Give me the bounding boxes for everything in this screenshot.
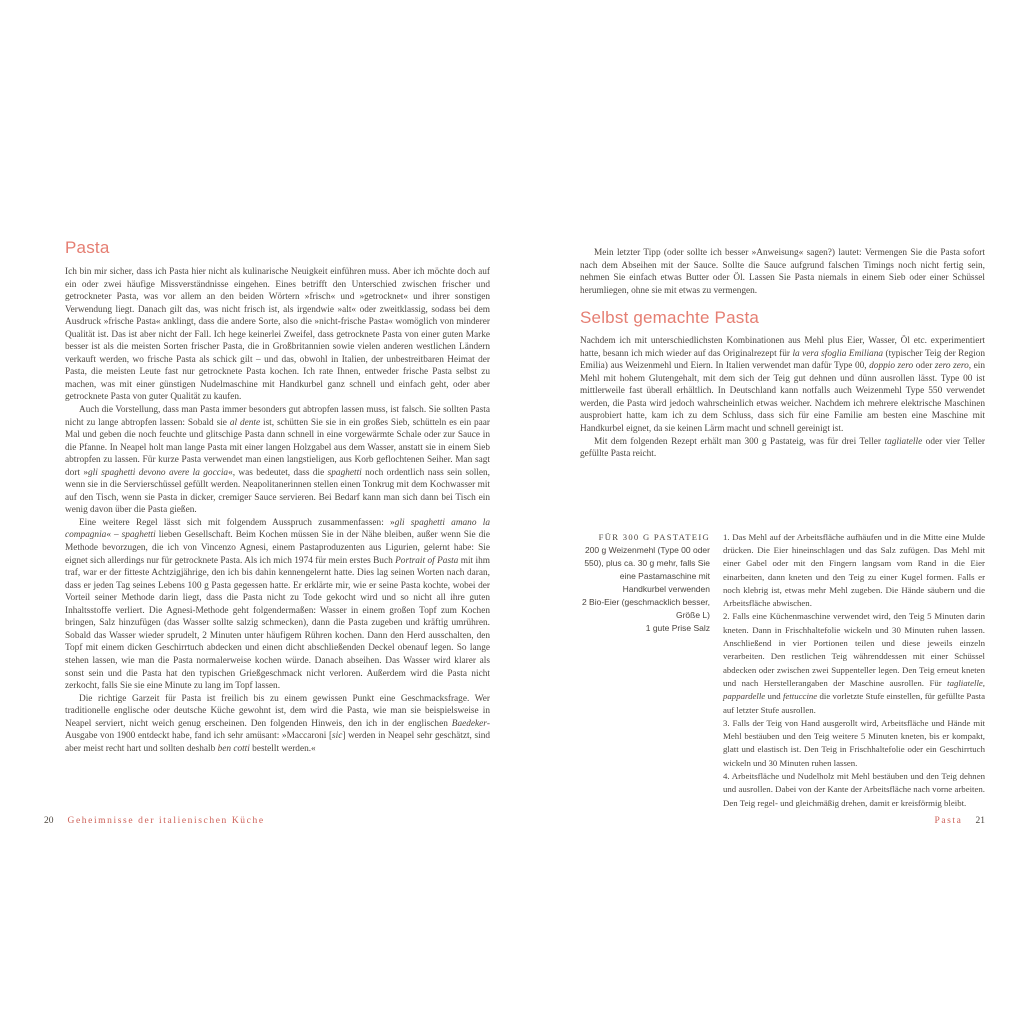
ingredient-item: 2 Bio-Eier (geschmacklich besser, Größe L) <box>581 596 710 620</box>
recipe-block <box>580 531 985 810</box>
ingredients-list <box>580 544 710 635</box>
body-paragraph: Mein letzter Tipp (oder sollte ich besser »Anweisung« sagen?) lautet: Vermengen Sie die Pasta sofort nach dem Abseihen mit der Sauce. Sollte die Sauce aufgrund falschen Timings noch nicht fertig sein, nehmen Sie einfach etwas Butter oder Öl. Lassen Sie Pasta niemals in einem Sieb oder einer Schüssel herumliegen, ohne sie mit etwas zu vermengen. <box>580 248 985 296</box>
instructions-column <box>723 531 985 810</box>
body-paragraph: Nachdem ich mit unterschiedlichsten Kombinationen aus Mehl plus Eier, Wasser, Öl etc. experimentiert hatte, besann ich mich wieder auf das Originalrezept für la vera sfoglia Emiliana (typischer Teig der Region Emilia) aus Weizenmehl und Eiern. In Italien verwendet man dafür Type 00, doppio zero oder zero zero, ein Mehl mit hohem Glutengehalt, mit dem sich der Teig gut dehnen und dünn ausrollen lässt. Type 00 ist mittlerweile fast überall erhältlich. In Deutschland kann notfalls auch Weizenmehl Type 550 verwendet werden, die Pasta wird jedoch wahrscheinlich etwas weicher. Nachdem ich mehrere elektrische Maschinen ausprobiert hatte, kam ich zu dem Schluss, dass sich für eine Familie am besten eine Maschine mit Handkurbel eignet, da sie keinen Lärm macht und schnell gereinigt ist. <box>580 336 986 435</box>
right-body-text <box>580 335 985 460</box>
right-page-number: 21 <box>975 816 985 826</box>
left-page-footer <box>44 815 265 827</box>
left-running-title: Geheimnisse der italienischen Küche <box>67 816 265 826</box>
chapter-heading-pasta: Pasta <box>65 238 110 257</box>
ingredients-column <box>580 531 710 810</box>
right-intro-text <box>580 247 985 297</box>
recipe-step: 3. Falls der Teig von Hand ausgerollt wird, Arbeitsfläche und Hände mit Mehl bestäuben und den Teig weitere 5 Minuten kneten, bis er kompakt, glatt und elastisch ist. Den Teig in Frischhaltefolie oder ein Geschirrtuch wickeln und 30 Minuten ruhen lassen. <box>723 717 985 768</box>
recipe-step: 2. Falls eine Küchenmaschine verwendet wird, den Teig 5 Minuten darin kneten. Dann in Frischhaltefolie wickeln und 30 Minuten ruhen lassen. Anschließend in vier Portionen teilen und diese jeweils einzeln verarbeiten. Den restlichen Teig währenddessen mit einer Schüssel abdecken oder zwischen zwei Suppenteller legen. Den Teig erneut kneten und nach Herstellerangaben der Maschine ausrollen. Für tagliatelle, pappardelle und fettuccine die vorletzte Stufe einstellen, für gefüllte Pasta auf letzter Stufe ausrollen. <box>723 611 986 715</box>
ingredient-item: 200 g Weizenmehl (Type 00 oder 550), plus ca. 30 g mehr, falls Sie eine Pastamaschine mit Handkurbel verwenden <box>584 544 710 594</box>
body-paragraph: Mit dem folgenden Rezept erhält man 300 g Pastateig, was für drei Teller tagliatelle oder vier Teller gefüllte Pasta reicht. <box>580 436 986 460</box>
body-paragraph: Ich bin mir sicher, dass ich Pasta hier nicht als kulinarische Neuigkeit einführen muss. Aber ich möchte doch auf ein oder zwei häufige Missverständnisse eingehen. Eines betrifft den Unterschied zwischen frischer und getrockneter Pasta, was vor allem an den beiden Wörtern »frisch« und »getrocknet« und ihrer sonstigen Verwendung liegt. Danach gilt das, was nicht frisch ist, als irgendwie »alt« oder zweitklassig, sodass bei dem Ausdruck »frische Pasta« anklingt, dass die andere Sorte, also die »nicht-frische Pasta« womöglich von minderer Qualität ist. Das ist aber nicht der Fall. Ich hege keinerlei Zweifel, dass getrocknete Pasta von einer guten Marke besser ist als die meisten Sorten frischer Pasta, die in Großbritannien sowie vielen anderen westlichen Ländern verkauft werden, wo frische Pasta als schick gilt – und das, obwohl in Italien, der unbestreitbaren Heimat der Pasta, die meisten Leute fast nur getrocknete Pasta kochen. Ich rate Ihnen, entweder frische Pasta selbst zu machen, was mit einer günstigen Nudelmaschine mit Handkurbel ganz schnell und einfach geht, oder aber getrocknete Pasta von guter Qualität zu kaufen. <box>65 267 490 403</box>
left-body-text <box>65 266 490 755</box>
page-right <box>580 247 985 810</box>
body-paragraph: Eine weitere Regel lässt sich mit folgendem Ausspruch zusammenfassen: »gli spaghetti amano la compagnia« – spaghetti lieben Gesellschaft. Beim Kochen müssen Sie in der Nähe bleiben, außer wenn Sie die Methode bevorzugen, die ich von Vincenzo Agnesi, einem Pastaproduzenten aus Ligurien, gelernt habe: Sie eignet sich allerdings nur für getrocknete Pasta. Als ich mich 1974 für mein erstes Buch Portrait of Pasta mit ihm traf, war er der fitteste Achtzigjährige, den ich bis dahin kennengelernt hatte. Dies lag seinen Worten nach daran, dass er jeden Tag seines Lebens 100 g Pasta gegessen hatte. Er erklärte mir, wie er seine Pasta kochte, wobei der Vorteil seiner Methode darin liegt, dass die Pasta nicht zu Tode gekocht wird und so nicht all ihre guten Inhaltsstoffe verliert. Die Agnesi-Methode geht folgendermaßen: Wasser in einem großen Topf zum Kochen bringen, Salz hinzufügen (das Wasser sollte salzig schmecken), dann die Pasta zugeben und kräftig umrühren. Sobald das Wasser wieder sprudelt, 2 Minuten unter häufigem Rühren kochen. Dann den Herd ausschalten, den Topf mit einem dicken Geschirrtuch abdecken und einen dicht abschließenden Deckel obenauf legen. So lange stehen lassen, wie man die Pasta normalerweise kochen würde. Danach abseihen. Das Wasser wird klarer als sonst sein und die Pasta hat den typischen Grießgeschmack nicht verloren. Außerdem wird die Pasta nicht zerkocht, falls Sie sie eine Minute zu lang im Topf lassen. <box>65 517 491 692</box>
recipe-step: 1. Das Mehl auf der Arbeitsfläche aufhäufen und in die Mitte eine Mulde drücken. Die Eier hineinschlagen und das Salz zufügen. Das Mehl mit einer Gabel oder mit den Fingern langsam vom Rand in die Eier einarbeiten, dann kneten und den Teig zu einer Kugel formen. Falls er noch klebrig ist, etwas mehr Mehl zugeben. Die Hände säubern und die Arbeitsfläche abwischen. <box>723 531 985 609</box>
right-page-footer <box>934 815 985 827</box>
right-running-title: Pasta <box>934 816 963 826</box>
body-paragraph: Auch die Vorstellung, dass man Pasta immer besonders gut abtropfen lassen muss, ist falsch. Sie sollten Pasta nicht zu lange abtropfen lassen: Sobald sie al dente ist, schütten Sie sie in ein großes Sieb, schütteln es ein paar Mal und geben die noch feuchte und glitschige Pasta dann schnell in eine vorgewärmte Schale oder zur Sauce in die Pfanne. In Neapel holt man lange Pasta mit einer langen Holzgabel aus dem Wasser, anstatt sie in einem Sieb abtropfen zu lassen. Für kurze Pasta verwendet man einen langstieligen, aus Korb geflochtenen Seiher. Man sagt dort »gli spaghetti devono avere la goccia«, was bedeutet, dass die spaghetti noch ordentlich nass sein sollen, wenn sie in die Servierschüssel gefüllt werden. Neapolitanerinnen stellen einen Tonkrug mit dem Kochwasser mit auf den Tisch, wenn sie Pasta in dicker, cremiger Sauce servieren. Bei Bedarf kann man sich dann bei Tisch ein wenig davon über die Pasta gießen. <box>65 405 490 516</box>
page-left <box>65 238 490 755</box>
section-heading-selbst-gemachte-pasta: Selbst gemachte Pasta <box>580 308 760 328</box>
body-paragraph: Die richtige Garzeit für Pasta ist freilich bis zu einem gewissen Punkt eine Geschmacksfrage. Wer traditionelle englische oder deutsche Küche gewohnt ist, dem wird die Pasta, wie man sie beispielsweise in Neapel serviert, nicht weich genug erscheinen. Den folgenden Hinweis, den ich in der englischen Baedeker-Ausgabe von 1900 entdeckt habe, fand ich sehr amüsant: »Maccaroni [sic] werden in Neapel sehr geschätzt, sind aber meist recht hart und sollten deshalb ben cotti bestellt werden.« <box>65 693 490 754</box>
ingredient-item: 1 gute Prise Salz <box>645 622 710 633</box>
recipe-step: 4. Arbeitsfläche und Nudelholz mit Mehl bestäuben und den Teig dehnen und ausrollen. Dabei von der Kante der Arbeitsfläche nach vorne arbeiten. Den Teig regel- und gleichmäßig drehen, damit er kreisförmig bleibt. <box>723 771 985 808</box>
ingredients-header: FÜR 300 G PASTATEIG <box>598 531 710 542</box>
left-page-number: 20 <box>44 816 54 826</box>
